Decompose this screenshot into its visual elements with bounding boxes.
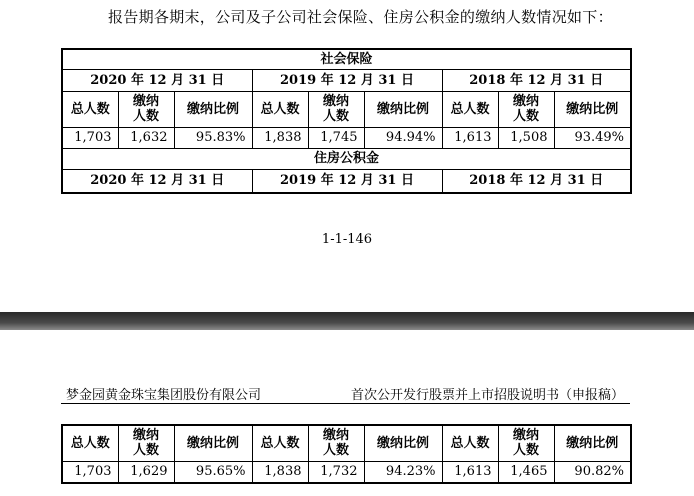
intro-paragraph: 报告期各期末，公司及子公司社会保险、住房公积金的缴纳人数情况如下：	[108, 8, 613, 26]
cell: 1,613	[442, 127, 498, 148]
header-ratio: 缴纳比例	[554, 91, 631, 127]
cell: 95.83%	[174, 127, 252, 148]
company-name: 梦金园黄金珠宝集团股份有限公司	[66, 388, 262, 403]
cell: 1,629	[118, 461, 174, 483]
header-total: 总人数	[442, 425, 498, 461]
header-ratio: 缴纳比例	[174, 425, 252, 461]
header-paid: 缴纳 人数	[308, 91, 364, 127]
table-row	[62, 461, 631, 483]
cell: 1,745	[308, 127, 364, 148]
cell: 1,732	[308, 461, 364, 483]
page-number: 1-1-146	[321, 232, 373, 247]
cell: 95.65%	[174, 461, 252, 483]
header-rule	[61, 403, 630, 404]
date-2020: 2020 年 12 月 31 日	[62, 169, 252, 193]
social-insurance-title: 社会保险	[62, 49, 631, 69]
page-divider	[0, 312, 694, 330]
header-total: 总人数	[62, 91, 118, 127]
cell: 94.23%	[364, 461, 442, 483]
document-title: 首次公开发行股票并上市招股说明书（申报稿）	[350, 388, 624, 403]
header-total: 总人数	[252, 91, 308, 127]
header-total: 总人数	[252, 425, 308, 461]
cell: 1,613	[442, 461, 498, 483]
date-2018: 2018 年 12 月 31 日	[442, 169, 631, 193]
cell: 1,465	[498, 461, 554, 483]
header-ratio: 缴纳比例	[174, 91, 252, 127]
header-paid: 缴纳 人数	[118, 91, 174, 127]
cell: 1,703	[62, 127, 118, 148]
header-paid: 缴纳 人数	[118, 425, 174, 461]
header-paid: 缴纳 人数	[498, 91, 554, 127]
header-total: 总人数	[442, 91, 498, 127]
cell: 90.82%	[554, 461, 631, 483]
date-2018: 2018 年 12 月 31 日	[442, 69, 631, 91]
cell: 1,838	[252, 461, 308, 483]
header-paid: 缴纳 人数	[308, 425, 364, 461]
header-ratio: 缴纳比例	[364, 425, 442, 461]
cell: 1,838	[252, 127, 308, 148]
cell: 94.94%	[364, 127, 442, 148]
cell: 1,703	[62, 461, 118, 483]
social-insurance-table	[61, 48, 632, 194]
header-paid: 缴纳 人数	[498, 425, 554, 461]
header-ratio: 缴纳比例	[554, 425, 631, 461]
header-ratio: 缴纳比例	[364, 91, 442, 127]
date-2020: 2020 年 12 月 31 日	[62, 69, 252, 91]
cell: 1,508	[498, 127, 554, 148]
header-row	[62, 91, 631, 127]
date-2019: 2019 年 12 月 31 日	[252, 169, 442, 193]
header-total: 总人数	[62, 425, 118, 461]
date-2019: 2019 年 12 月 31 日	[252, 69, 442, 91]
housing-fund-title: 住房公积金	[62, 148, 631, 169]
housing-fund-table	[61, 424, 632, 484]
cell: 1,632	[118, 127, 174, 148]
cell: 93.49%	[554, 127, 631, 148]
table-row	[62, 127, 631, 148]
header-row	[62, 425, 631, 461]
